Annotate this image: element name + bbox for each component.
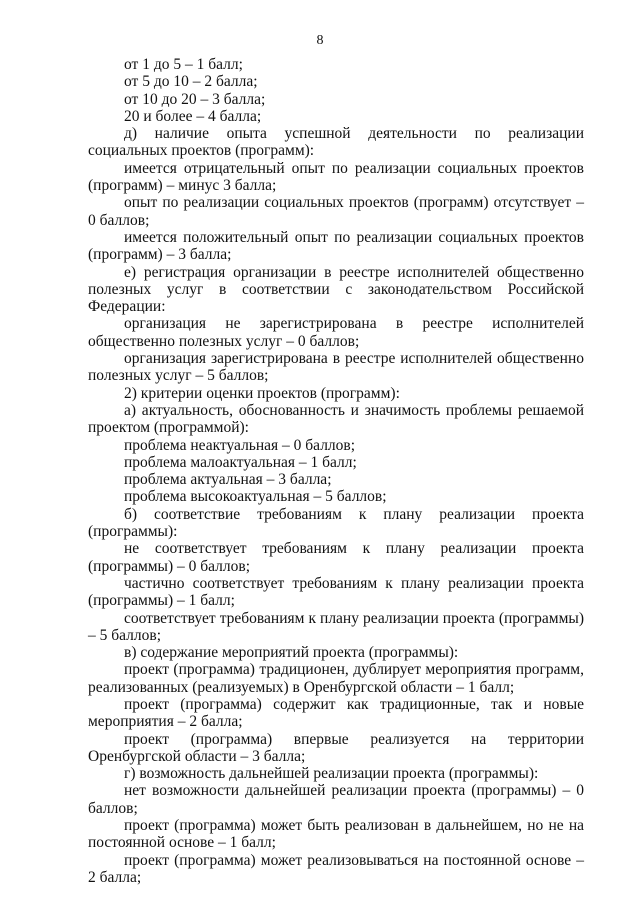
paragraph-problem-low: проблема малоактуальная – 1 балл; xyxy=(124,453,357,471)
paragraph-no-experience: опыт по реализации социальных проектов (программ) отсутствует – 0 баллов; xyxy=(88,194,584,229)
paragraph-score-10-20: от 10 до 20 – 3 балла; xyxy=(124,90,266,108)
paragraph-criterion-b: б) соответствие требованиям к плану реализации проекта (программы): xyxy=(88,505,584,541)
paragraph-criterion-v: в) содержание мероприятий проекта (программы): xyxy=(124,644,459,662)
paragraph-criterion-g: г) возможность дальнейшей реализации проекта (программы): xyxy=(124,765,539,783)
paragraph-permanent: проект (программа) может реализовываться на постоянной основе – 2 балла; xyxy=(88,851,584,886)
paragraph-criterion-e: е) регистрация организации в реестре исполнителей общественно полезных услуг в соответствии с законодательством Российской Федерации: xyxy=(88,263,584,316)
paragraph-plan-not-compliant: не соответствует требованиям к плану реализации проекта (программы) – 0 баллов; xyxy=(88,540,584,575)
paragraph-traditional: проект (программа) традиционен, дублирует мероприятия программ, реализованных (реализуемых) в Оренбургской области – 1 балл; xyxy=(88,661,584,696)
paragraph-negative-experience: имеется отрицательный опыт по реализации социальных проектов (программ) – минус 3 балла; xyxy=(88,159,584,195)
document-body xyxy=(88,56,584,886)
paragraph-criterion-a: а) актуальность, обоснованность и значимость проблемы решаемой проектом (программой): xyxy=(88,401,584,437)
paragraph-non-permanent: проект (программа) может быть реализован в дальнейшем, но не на постоянной основе – 1 балл; xyxy=(88,817,584,852)
paragraph-plan-partial: частично соответствует требованиям к плану реализации проекта (программы) – 1 балл; xyxy=(88,574,584,610)
paragraph-no-continuation: нет возможности дальнейшей реализации проекта (программы) – 0 баллов; xyxy=(88,782,584,817)
paragraph-score-20-plus: 20 и более – 4 балла; xyxy=(124,107,262,125)
paragraph-mixed: проект (программа) содержит как традиционные, так и новые мероприятия – 2 балла; xyxy=(88,695,584,731)
paragraph-project-criteria: 2) критерии оценки проектов (программ): xyxy=(124,384,400,402)
paragraph-problem-high: проблема высокоактуальная – 5 баллов; xyxy=(124,488,387,506)
paragraph-not-registered: организация не зарегистрирована в реестре исполнителей общественно полезных услуг – 0 баллов; xyxy=(88,315,584,350)
paragraph-problem-irrelevant: проблема неактуальная – 0 баллов; xyxy=(124,436,356,454)
page-number: 8 xyxy=(316,33,324,48)
paragraph-first-time: проект (программа) впервые реализуется на территории Оренбургской области – 3 балла; xyxy=(88,730,584,765)
paragraph-registered: организация зарегистрирована в реестре исполнителей общественно полезных услуг – 5 баллов; xyxy=(88,350,584,385)
paragraph-score-5-10: от 5 до 10 – 2 балла; xyxy=(124,73,258,91)
paragraph-positive-experience: имеется положительный опыт по реализации социальных проектов (программ) – 3 балла; xyxy=(88,228,584,264)
paragraph-criterion-d: д) наличие опыта успешной деятельности по реализации социальных проектов (программ): xyxy=(88,125,584,160)
paragraph-problem-relevant: проблема актуальная – 3 балла; xyxy=(124,471,332,489)
paragraph-score-1-5: от 1 до 5 – 1 балл; xyxy=(124,56,243,73)
paragraph-plan-compliant: соответствует требованиям к плану реализации проекта (программы) – 5 баллов; xyxy=(88,609,584,644)
